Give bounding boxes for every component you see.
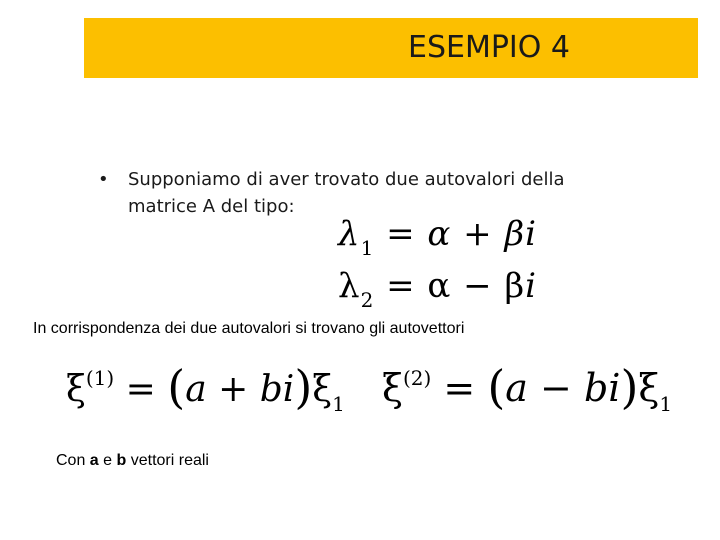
eigenvalue-2-equation	[338, 266, 537, 312]
xi-symbol: ξ	[66, 369, 86, 410]
xi-subscript: 1	[332, 392, 345, 416]
vector-a: a	[185, 369, 207, 410]
eigenvalue-1-equation	[338, 214, 537, 260]
b-times-i: bi	[583, 366, 621, 410]
eigenvector-2-equation	[382, 360, 672, 416]
xi-superscript: (2)	[402, 366, 432, 390]
plus-sign: +	[218, 369, 249, 410]
close-paren: )	[294, 360, 313, 414]
bullet-text: Supponiamo di aver trovato due autovalori della matrice A del tipo:	[128, 169, 565, 217]
eigenvalue-1-rhs: = α + βi	[386, 214, 537, 254]
lambda-subscript: 2	[360, 288, 375, 312]
vector-a-label: a	[89, 452, 99, 469]
xi-symbol: ξ	[638, 366, 660, 410]
eigenvalue-2-rhs: = α − β	[386, 266, 526, 306]
conclusion-prefix: Con	[56, 452, 90, 469]
vector-a: a	[505, 366, 528, 410]
slide-title: ESEMPIO 4	[407, 30, 570, 65]
bullet-symbol: •	[98, 169, 109, 190]
xi-symbol: ξ	[312, 369, 333, 410]
conclusion-text	[56, 452, 209, 470]
lambda-symbol: λ	[338, 266, 361, 306]
xi-symbol: ξ	[382, 366, 403, 410]
xi-subscript: 1	[659, 392, 673, 416]
eigenvector-1-equation	[66, 360, 345, 416]
open-paren: (	[487, 360, 506, 414]
lambda-subscript: 1	[360, 236, 375, 260]
bullet-point	[98, 166, 618, 220]
vector-b-label: b	[116, 452, 127, 469]
imaginary-unit: i	[525, 266, 537, 306]
xi-superscript: (1)	[85, 366, 115, 390]
conclusion-middle: e	[98, 452, 117, 469]
title-bar	[84, 18, 698, 78]
equals-sign: =	[125, 369, 156, 410]
conclusion-suffix: vettori reali	[126, 452, 209, 469]
lambda-symbol: λ	[338, 214, 361, 254]
b-times-i: bi	[259, 369, 295, 410]
equals-sign: =	[443, 366, 476, 410]
close-paren: )	[620, 360, 639, 414]
correspondence-text: In corrispondenza dei due autovalori si trovano gli autovettori	[33, 320, 465, 337]
minus-sign: −	[540, 366, 572, 410]
open-paren: (	[167, 360, 186, 414]
